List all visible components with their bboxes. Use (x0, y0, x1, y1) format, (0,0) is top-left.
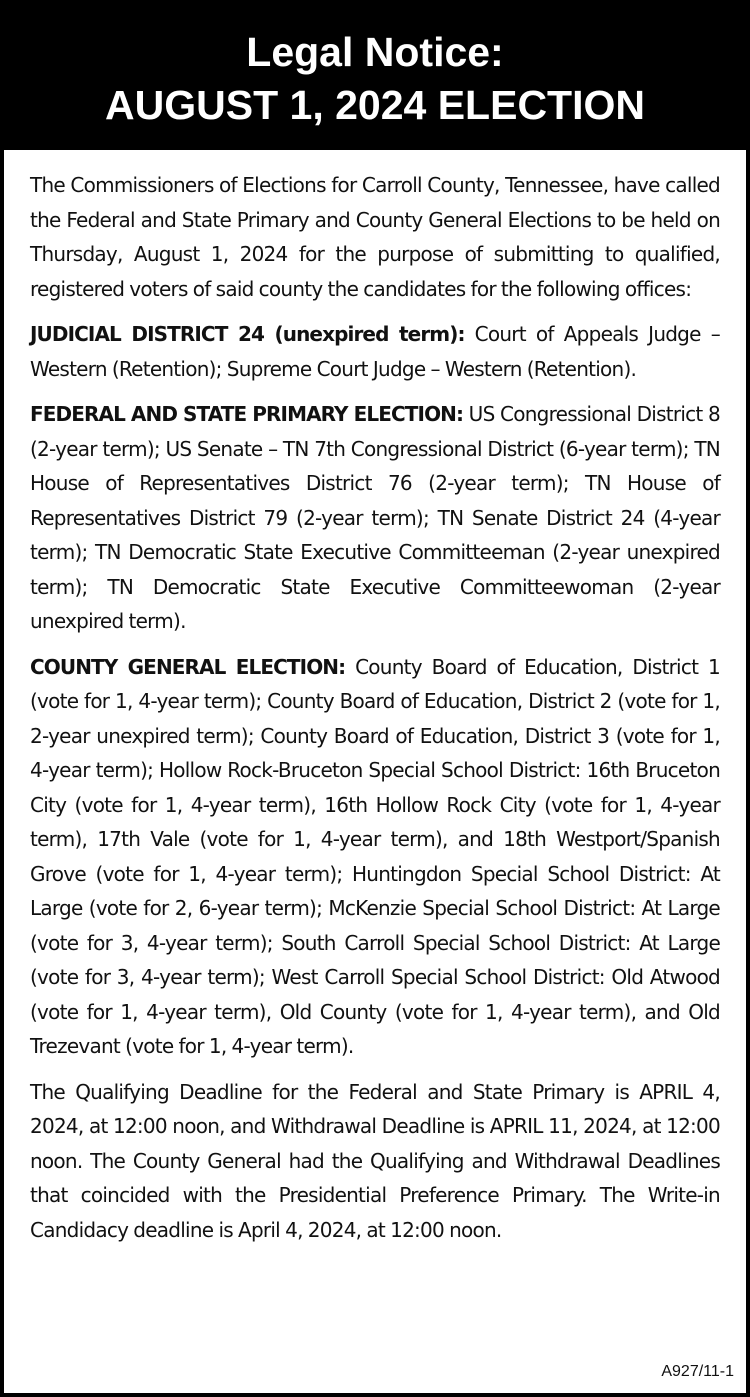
county-general-text: County Board of Education, District 1 (vote for 1, 4-year term); County Board of Education, District 2 (vote for 1, 2-year unexpired term); County Board of Education, District 3 (vote for 1, 4-year term); Hollow Rock-Bruceton Special School District: 16th Bruceton City (vote for 1, 4-year term), 16th Hollow Rock City (vote for 1, 4-year term), 17th Vale (vote for 1, 4-year term), and 18th Westport/Spanish Grove (vote for 1, 4-year term); Huntingdon Special School District: At Large (vote for 2, 6-year term); McKenzie Special School District: At Large (vote for 3, 4-year term); South Carroll Special School District: At Large (vote for 3, 4-year term); West Carroll Special School District: Old Atwood (vote for 1, 4-year term), Old County (vote for 1, 4-year term), and Old Trezevant (vote for 1, 4-year term). (30, 654, 721, 1058)
judicial-district-paragraph (30, 317, 720, 386)
ad-code: A927/11-1 (661, 1363, 734, 1380)
federal-state-primary-heading: FEDERAL AND STATE PRIMARY ELECTION: (30, 402, 464, 426)
intro-paragraph: The Commissioners of Elections for Carroll County, Tennessee, have called the Federal and State Primary and County General Elections to be held on Thursday, August 1, 2024 for the purpose of submitting to qualified, registered voters of said county the candidates for the following offices: (30, 173, 720, 301)
header-title: Legal Notice: (246, 29, 504, 75)
header-election-date: AUGUST 1, 2024 ELECTION (105, 82, 645, 128)
federal-state-primary-paragraph (30, 397, 720, 639)
notice-body (4, 150, 746, 1247)
county-general-heading: COUNTY GENERAL ELECTION: (30, 654, 346, 679)
judicial-district-text: Court of Appeals Judge – Western (Retention); Supreme Court Judge – Western (Retention). (30, 322, 720, 381)
notice-header (4, 4, 746, 150)
federal-state-primary-text: US Congressional District 8 (2-year term); US Senate – TN 7th Congressional District (6-year term); TN House of Representatives District 76 (2-year term); TN House of Representatives District 79 (2-year term); TN Senate District 24 (4-year term); TN Democratic State Executive Committeeman (2-year unexpired term); TN Democratic State Executive Committeewoman (2-year unexpired term). (30, 402, 720, 633)
judicial-district-heading: JUDICIAL DISTRICT 24 (unexpired term): (30, 322, 465, 346)
deadline-paragraph: The Qualifying Deadline for the Federal and State Primary is APRIL 4, 2024, at 12:00 noon, and Withdrawal Deadline is APRIL 11, 2024, at 12:00 noon. The County General had the Qualifying and Withdrawal Deadlines that coincided with the Presidential Preference Primary. The Write-in Candidacy deadline is April 4, 2024, at 12:00 noon. (30, 1079, 720, 1242)
county-general-paragraph (30, 650, 720, 1064)
